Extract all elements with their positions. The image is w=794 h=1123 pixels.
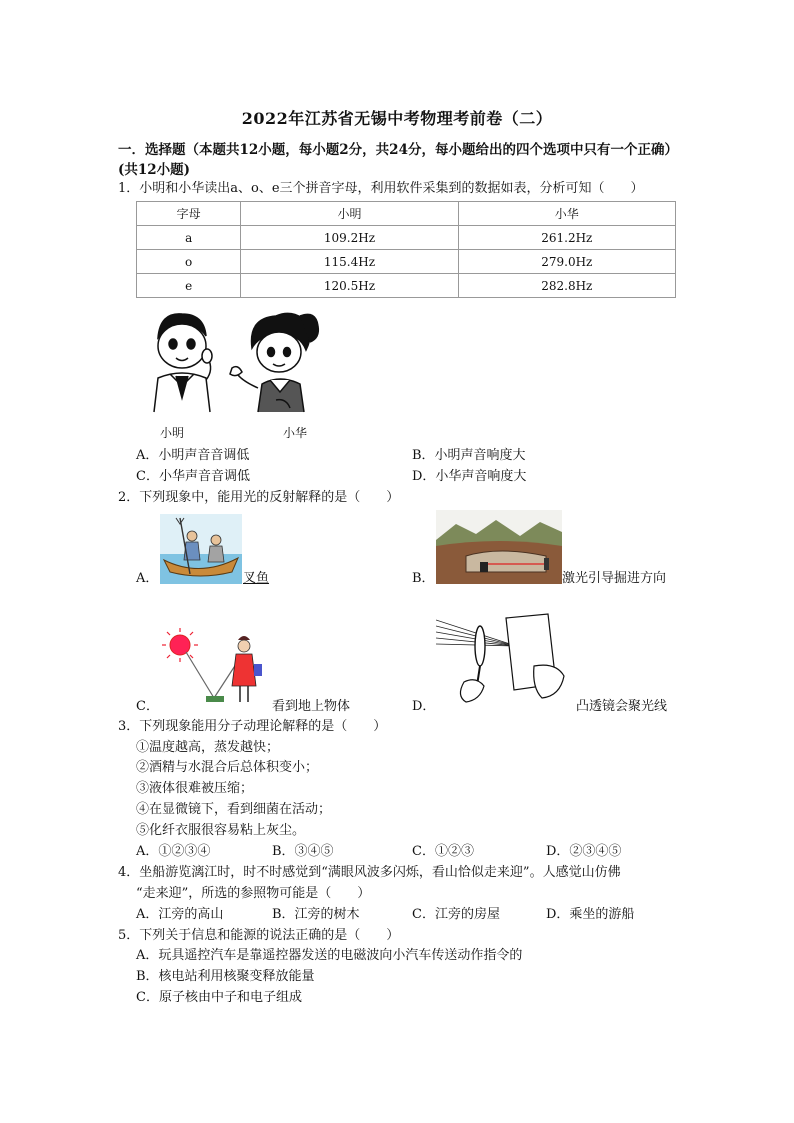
q4-option-c[interactable]: C．江旁的房屋 [412,907,500,922]
frequency-table [136,201,676,298]
q4-option-d[interactable]: D．乘坐的游船 [546,907,635,922]
q3-option-a[interactable]: A．①②③④ [136,844,211,859]
q1-option-c[interactable]: C．小华声音音调低 [136,469,250,484]
q3-item: ⑤化纤衣服很容易粘上灰尘。 [136,823,306,838]
q1-option-a[interactable]: A．小明声音音调低 [136,448,250,463]
q2-option-a-prefix[interactable]: A． [136,571,159,586]
q3-option-c[interactable]: C．①②③ [412,844,474,859]
q5-option-b[interactable]: B．核电站利用核聚变释放能量 [136,969,315,984]
q1-option-d[interactable]: D．小华声音响度大 [412,469,527,484]
table-row [137,274,676,298]
q2-stem: 2．下列现象中，能用光的反射解释的是（ ） [118,490,400,505]
q2-option-b-caption: 激光引导掘进方向 [562,571,667,586]
q2-option-d-caption: 凸透镜会聚光线 [576,699,668,714]
table-row [137,226,676,250]
table-cell: o [137,250,241,274]
table-row [137,250,676,274]
table-cell: 279.0Hz [458,250,675,274]
q2-option-d-prefix[interactable]: D． [412,699,436,714]
q2-option-c-caption: 看到地上物体 [272,699,351,714]
q4-stem-line2: “走来迎”，所选的参照物可能是（ ） [136,886,371,901]
girl-figure [230,313,318,412]
table-cell: 282.8Hz [458,274,675,298]
q2-option-a-caption: 叉鱼 [243,571,270,586]
q5-stem: 5．下列关于信息和能源的说法正确的是（ ） [118,928,400,943]
q4-option-a[interactable]: A．江旁的高山 [136,907,224,922]
q3-item: ③液体很难被压缩； [136,781,254,796]
table-header-cell: 小明 [241,202,458,226]
q5-option-a[interactable]: A．玩具遥控汽车是靠遥控器发送的电磁波向小汽车传送动作指令的 [136,948,523,963]
page-title: 2022年江苏省无锡中考物理考前卷（二） [241,109,553,128]
table-cell: 120.5Hz [241,274,458,298]
q1-option-b[interactable]: B．小明声音响度大 [412,448,526,463]
q2-option-b-prefix[interactable]: B． [412,571,435,586]
boy-figure [154,314,212,412]
spear-fishing-image [160,514,242,584]
table-cell: 261.2Hz [458,226,675,250]
q3-stem: 3．下列现象能用分子动理论解释的是（ ） [118,719,387,734]
label-xiaohua: 小华 [283,426,308,440]
q5-option-c[interactable]: C．原子核由中子和电子组成 [136,990,302,1005]
label-xiaoming: 小明 [160,426,185,440]
q4-stem-line1: 4．坐船游览漓江时，时不时感觉到“满眼风波多闪烁，看山恰似走来迎”。人感觉山仿佛 [118,865,621,880]
q1-stem: 1．小明和小华读出a、o、e三个拼音字母，利用软件采集到的数据如表，分析可知（ ） [118,181,644,196]
table-cell: 115.4Hz [241,250,458,274]
laser-tunnel-image [436,510,562,584]
children-illustration [140,308,330,416]
table-header-row [137,202,676,226]
q4-option-b[interactable]: B．江旁的树木 [272,907,360,922]
q3-item: ④在显微镜下，看到细菌在活动； [136,802,332,817]
q2-option-c-prefix[interactable]: C． [136,699,159,714]
q3-item: ①温度越高，蒸发越快； [136,740,280,755]
sun-reflection-image [158,628,268,708]
table-cell: a [137,226,241,250]
convex-lens-image [436,612,574,710]
table-cell: e [137,274,241,298]
table-header-cell: 字母 [137,202,241,226]
section-heading: 一．选择题（本题共12小题，每小题2分，共24分，每小题给出的四个选项中只有一个正确）(共12小题) [118,142,678,178]
q3-option-b[interactable]: B．③④⑤ [272,844,334,859]
table-cell: 109.2Hz [241,226,458,250]
q3-option-d[interactable]: D．②③④⑤ [546,844,622,859]
q3-item: ②酒精与水混合后总体积变小； [136,760,319,775]
table-header-cell: 小华 [458,202,675,226]
